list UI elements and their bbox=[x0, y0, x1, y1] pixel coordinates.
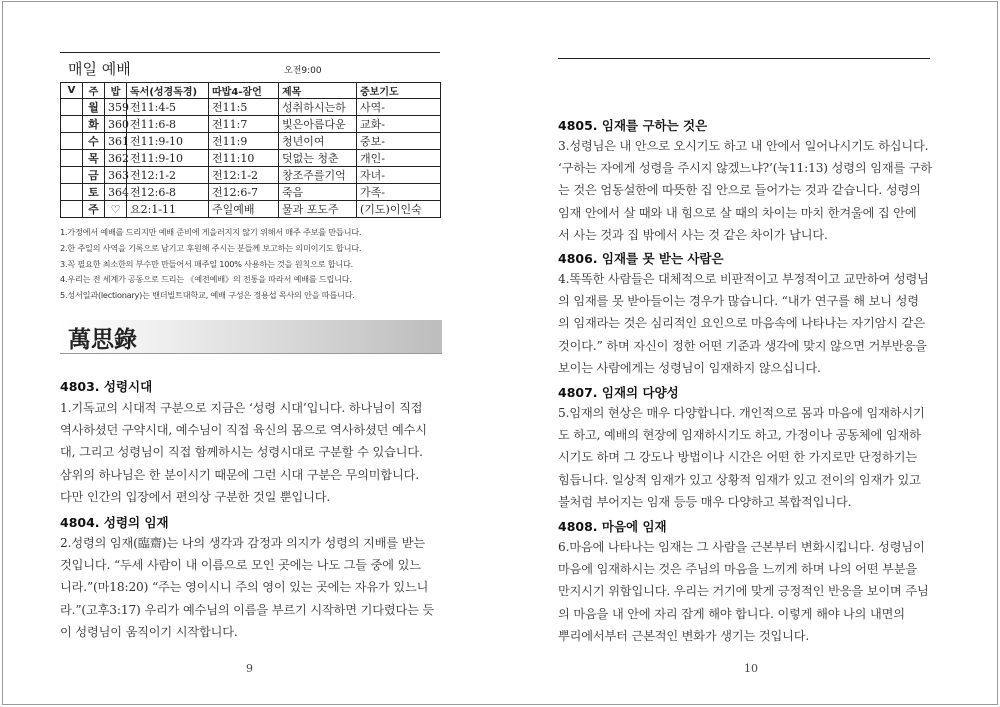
table-row bbox=[61, 167, 441, 184]
column-header: 제목 bbox=[279, 83, 357, 99]
table-row bbox=[61, 184, 441, 201]
entry-title: 4807. 임재의 다양성 bbox=[558, 385, 679, 400]
column-header: 독서(성경독경) bbox=[127, 83, 209, 99]
text-line: 이 성령님이 움직이기 시작합니다. bbox=[60, 624, 238, 639]
table-row bbox=[61, 150, 441, 167]
text-line: 역사하셨던 구약시대, 예수님이 직접 육신의 몸으로 역사하셨던 예수시 bbox=[60, 423, 427, 438]
column-header: 주 bbox=[83, 83, 105, 99]
text-line: 의 마음을 내 안에 자리 잡게 해야 합니다. 이렇게 해야 나의 내면의 bbox=[558, 606, 905, 621]
notes-list bbox=[60, 225, 442, 304]
text-line: 니라.”(마18:20) “주는 영이시니 주의 영이 있는 곳에는 자유가 있느니 bbox=[60, 580, 429, 595]
note-item: 4.우리는 전 세계가 공동으로 드리는 《예전예배》의 전통을 따라서 예배를 드립니다. bbox=[60, 274, 352, 285]
table-cell: 전12:6-7 bbox=[209, 184, 279, 201]
text-line: 라.”(고후3:17) 우리가 예수님의 이름을 부르기 시작하면 기다렸다는 듯 bbox=[60, 602, 435, 617]
text-line: 다만 인간의 입장에서 편의상 구분한 것일 뿐입니다. bbox=[60, 489, 331, 504]
table-cell: 360 bbox=[105, 116, 127, 133]
entry-title: 4804. 성령의 임재 bbox=[60, 515, 169, 530]
page-number: 9 bbox=[246, 662, 253, 675]
table-cell: 전11:9-10 bbox=[127, 150, 209, 167]
table-cell: 전12:1-2 bbox=[127, 167, 209, 184]
text-line: 만지시기 위함입니다. 우리는 거기에 맞게 긍정적인 반응을 보이며 주님 bbox=[558, 584, 929, 599]
table-cell: 전11:9 bbox=[209, 133, 279, 150]
right-page bbox=[558, 0, 943, 707]
table-cell: ♡ bbox=[105, 201, 127, 218]
worship-schedule-table bbox=[60, 82, 441, 218]
entry-title: 4808. 마음에 임재 bbox=[558, 519, 667, 534]
note-item: 1.가정에서 예배를 드리지만 예배 준비에 게을러지지 않기 위해서 매주 주보를 만듭니다. bbox=[60, 227, 362, 237]
table-cell: 전11:4-5 bbox=[127, 99, 209, 116]
checkbox-cell bbox=[61, 116, 83, 133]
entry-body bbox=[60, 532, 442, 643]
text-line: 보이는 사람에게는 성령님이 임재하지 않으십니다. bbox=[558, 360, 821, 375]
entry-title: 4805. 임재를 구하는 것은 bbox=[558, 118, 708, 133]
table-cell: 전11:7 bbox=[209, 116, 279, 133]
note-item: 3.꼭 필요한 최소한의 부수만 만들어서 매주일 100% 사용하는 것을 원칙으로 합니다. bbox=[60, 258, 354, 269]
entry-body bbox=[558, 402, 942, 513]
table-cell: 사역- bbox=[357, 99, 441, 116]
day-cell: 화 bbox=[83, 116, 105, 133]
table-cell: 361 bbox=[105, 133, 127, 150]
table-row bbox=[61, 201, 441, 218]
band-title: 萬思錄 bbox=[68, 326, 137, 353]
text-line: 마음에 임재하시는 것은 주님의 마음을 느끼게 하며 나의 어떤 부분을 bbox=[558, 562, 917, 577]
text-line: 서 사는 것과 집 밖에서 사는 것 같은 차이가 납니다. bbox=[558, 227, 828, 242]
day-cell: 금 bbox=[83, 167, 105, 184]
table-cell: 중보- bbox=[357, 133, 441, 150]
text-line: 의 임재라는 것은 심리적인 요인으로 마음속에 나타나는 자기암시 같은 bbox=[558, 316, 925, 331]
table-cell: 364 bbox=[105, 184, 127, 201]
section-band bbox=[60, 320, 442, 354]
entry-body bbox=[60, 397, 442, 508]
table-row bbox=[61, 133, 441, 150]
checkbox-cell bbox=[61, 133, 83, 150]
table-cell: 주일예배 bbox=[209, 201, 279, 218]
checkbox-cell bbox=[61, 167, 83, 184]
text-line: 의 임재를 못 받아들이는 경우가 많습니다. “내가 연구를 해 보니 성령 bbox=[558, 294, 919, 309]
day-cell: 목 bbox=[83, 150, 105, 167]
table-cell: 전11:6-8 bbox=[127, 116, 209, 133]
note-item: 2.한 주일의 사역을 기록으로 남기고 후원해 주시는 분들께 보고하는 의미이기도 합니다. bbox=[60, 242, 362, 253]
table-cell: 가족- bbox=[357, 184, 441, 201]
table-cell: (기도)이인숙 bbox=[357, 201, 441, 218]
column-header: V bbox=[61, 83, 83, 99]
page-number: 10 bbox=[744, 662, 758, 675]
table-cell: 개인- bbox=[357, 150, 441, 167]
table-cell: 자녀- bbox=[357, 167, 441, 184]
top-rule bbox=[558, 58, 930, 59]
text-line: 1.기독교의 시대적 구분으로 지금은 ‘성령 시대’입니다. 하나님이 직접 bbox=[60, 401, 423, 415]
text-line: 것입니다. “두세 사람이 내 이름으로 모인 곳에는 나도 그들 중에 있느 bbox=[60, 558, 421, 573]
table-cell: 359 bbox=[105, 99, 127, 116]
day-cell: 토 bbox=[83, 184, 105, 201]
table-cell: 전12:6-8 bbox=[127, 184, 209, 201]
text-line: 2.성령의 임재(臨齋)는 나의 생각과 감정과 의지가 성령의 지배를 받는 bbox=[60, 536, 425, 550]
entry-body bbox=[558, 268, 942, 379]
table-cell: 성취하시는하 bbox=[279, 99, 357, 116]
table-header-row bbox=[61, 83, 441, 99]
text-line: 4.똑똑한 사람들은 대체적으로 비판적이고 부정적이고 교만하여 성령님 bbox=[558, 272, 929, 286]
column-header: 밥 bbox=[105, 83, 127, 99]
entry-title: 4806. 임재를 못 받는 사람은 bbox=[558, 251, 724, 266]
checkbox-cell bbox=[61, 201, 83, 218]
note-item: 5.성서일과(lectionary)는 밴더빌트대학교, 예배 구성은 정용섭 목사의 안을 따릅니다. bbox=[60, 290, 355, 301]
table-cell: 교화- bbox=[357, 116, 441, 133]
table-cell: 물과 포도주 bbox=[279, 201, 357, 218]
text-line: 도 하고, 예배의 현장에 임재하시기도 하고, 가정이나 공동체에 임재하 bbox=[558, 428, 921, 443]
text-line: 5.임재의 현상은 매우 다양합니다. 개인적으로 몸과 마음에 임재하시기 bbox=[558, 406, 925, 420]
entry-title: 4803. 성령시대 bbox=[60, 379, 153, 394]
text-line: 시기도 하며 그 강도나 방법이나 시간은 어떤 한 가지로만 단정하기는 bbox=[558, 450, 917, 465]
text-line: 6.마음에 나타나는 임재는 그 사람을 근본부터 변화시킵니다. 성령님이 bbox=[558, 540, 925, 554]
table-cell: 죽음 bbox=[279, 184, 357, 201]
table-row bbox=[61, 116, 441, 133]
table-cell: 363 bbox=[105, 167, 127, 184]
column-header: 중보기도 bbox=[357, 83, 441, 99]
text-line: ‘구하는 자에게 성령을 주시지 않겠느냐?’(눅11:13) 성령의 임재를 구하 bbox=[558, 161, 933, 176]
table-cell: 덧없는 청춘 bbox=[279, 150, 357, 167]
text-line: 삼위의 하나님은 한 분이시기 때문에 그런 시대 구분은 무의미합니다. bbox=[60, 467, 419, 482]
text-line: 힘듭니다. 일상적 임재가 있고 상황적 임재가 있고 전이의 임재가 있고 bbox=[558, 472, 921, 487]
text-line: 뿌리에서부터 근본적인 변화가 생기는 것입니다. bbox=[558, 628, 810, 643]
worship-section-header bbox=[60, 52, 440, 77]
text-line: 는 것은 엄동설한에 따뜻한 집 안으로 들어가는 것과 같습니다. 성령의 bbox=[558, 183, 921, 198]
day-cell: 수 bbox=[83, 133, 105, 150]
day-cell: 월 bbox=[83, 99, 105, 116]
table-cell: 요2:1-11 bbox=[127, 201, 209, 218]
left-page bbox=[60, 0, 442, 707]
text-line: 불처럼 부어지는 임재 등등 매우 다양하고 복합적입니다. bbox=[558, 494, 852, 509]
day-cell: 주 bbox=[83, 201, 105, 218]
table-row bbox=[61, 99, 441, 116]
checkbox-cell bbox=[61, 99, 83, 116]
section-title: 매일 예배 bbox=[68, 60, 131, 78]
service-time: 오전9:00 bbox=[284, 66, 322, 76]
text-line: 3.성령님은 내 안으로 오시기도 하고 내 안에서 일어나시기도 하십니다. bbox=[558, 139, 929, 153]
table-cell: 전11:9-10 bbox=[127, 133, 209, 150]
table-cell: 청년이여 bbox=[279, 133, 357, 150]
table-cell: 창조주를기억 bbox=[279, 167, 357, 184]
table-cell: 전12:1-2 bbox=[209, 167, 279, 184]
text-line: 임재 안에서 살 때와 내 힘으로 살 때의 차이는 마치 한겨울에 집 안에 bbox=[558, 205, 917, 220]
table-cell: 빛은아름다운 bbox=[279, 116, 357, 133]
entry-body bbox=[558, 135, 942, 246]
text-line: 대, 그리고 성령님이 직접 함께하시는 성령시대로 구분할 수 있습니다. bbox=[60, 445, 423, 460]
text-line: 것이다.” 하며 자신이 정한 어떤 기준과 생각에 맞지 않으면 거부반응을 bbox=[558, 338, 927, 353]
table-cell: 362 bbox=[105, 150, 127, 167]
table-cell: 전11:10 bbox=[209, 150, 279, 167]
checkbox-cell bbox=[61, 184, 83, 201]
table-cell: 전11:5 bbox=[209, 99, 279, 116]
entry-body bbox=[558, 536, 942, 647]
column-header: 따밥4-잠언 bbox=[209, 83, 279, 99]
checkbox-cell bbox=[61, 150, 83, 167]
